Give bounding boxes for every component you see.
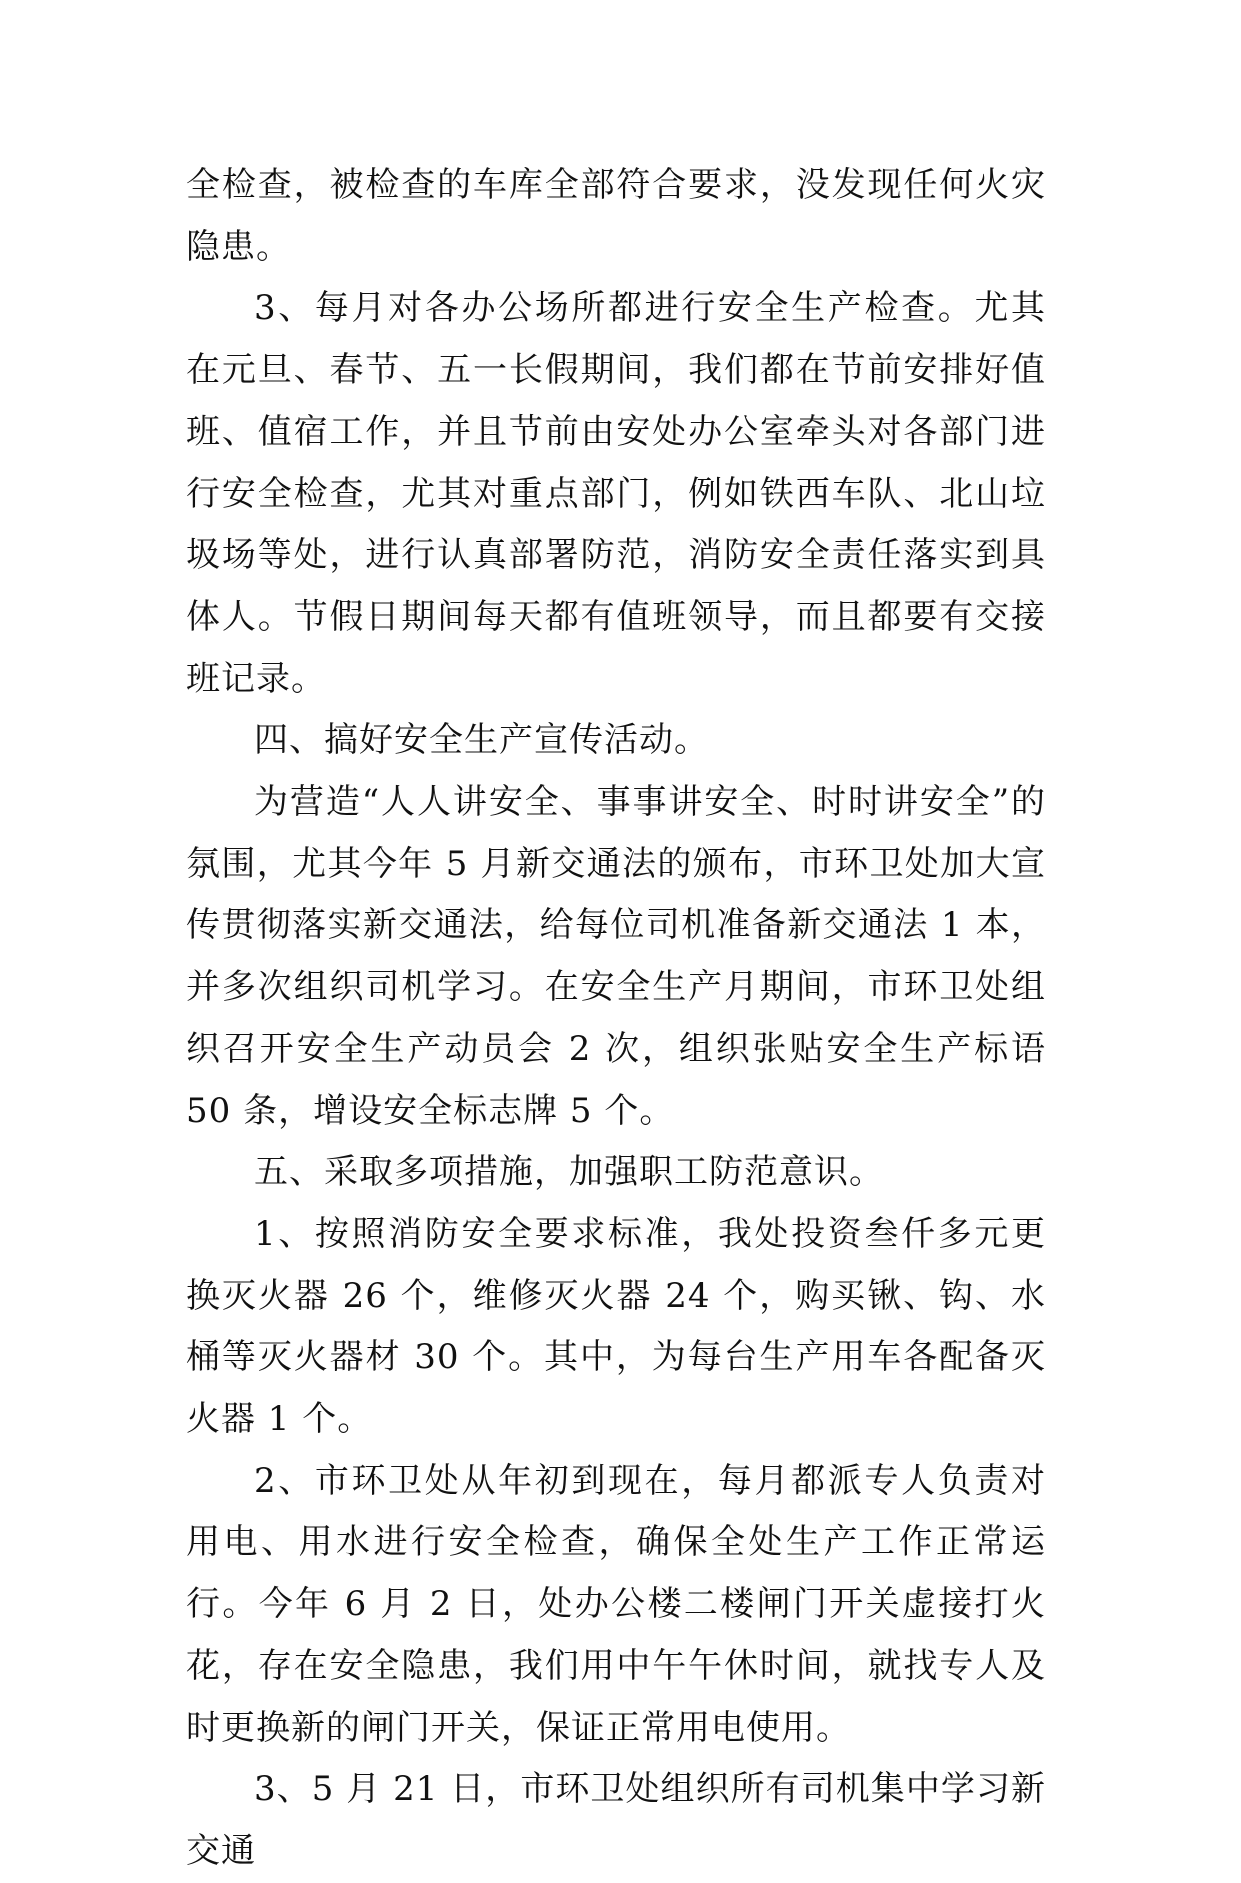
document-body xyxy=(186,155,1046,1883)
section-heading-publicity: 四、搞好安全生产宣传活动。 xyxy=(254,720,709,761)
paragraph-office-inspection: 3、每月对各办公场所都进行安全生产检查。尤其在元旦、春节、五一长假期间，我们都在节前安排好值班、值宿工作，并且节前由安处办公室牵头对各部门进行安全检查，尤其对重点部门，例如铁西车队、北山垃圾场等处，进行认真部署防范，消防安全责任落实到具体人。节假日期间每天都有值班领导，而且都要有交接班记录。 xyxy=(186,288,1046,699)
paragraph-publicity: 为营造“人人讲安全、事事讲安全、时时讲安全”的氛围，尤其今年 5 月新交通法的颁布，市环卫处加大宣传贯彻落实新交通法，给每位司机准备新交通法 1 本，并多次组织司机学习。在安全生产月期间，市环卫处组织召开安全生产动员会 2 次，组织张贴安全生产标语 50 条，增设安全标志牌 5 个。 xyxy=(186,782,1046,1131)
section-heading-measures: 五、采取多项措施，加强职工防范意识。 xyxy=(254,1152,884,1193)
paragraph-continued: 全检查，被检查的车库全部符合要求，没发现任何火灾隐患。 xyxy=(186,165,1046,267)
paragraph-traffic-law-study: 3、5 月 21 日，市环卫处组织所有司机集中学习新交通 xyxy=(186,1769,1046,1871)
paragraph-electricity: 2、市环卫处从年初到现在，每月都派专人负责对用电、用水进行安全检查，确保全处生产工作正常运行。今年 6 月 2 日，处办公楼二楼闸门开关虚接打火花，存在安全隐患，我们用中午午休时间，就找专人及时更换新的闸门开关，保证正常用电使用。 xyxy=(186,1460,1046,1748)
paragraph-extinguishers: 1、按照消防安全要求标准，我处投资叁仟多元更换灭火器 26 个，维修灭火器 24 个，购买锹、钩、水桶等灭火器材 30 个。其中，为每台生产用车各配备灭火器 1 个。 xyxy=(186,1213,1046,1440)
